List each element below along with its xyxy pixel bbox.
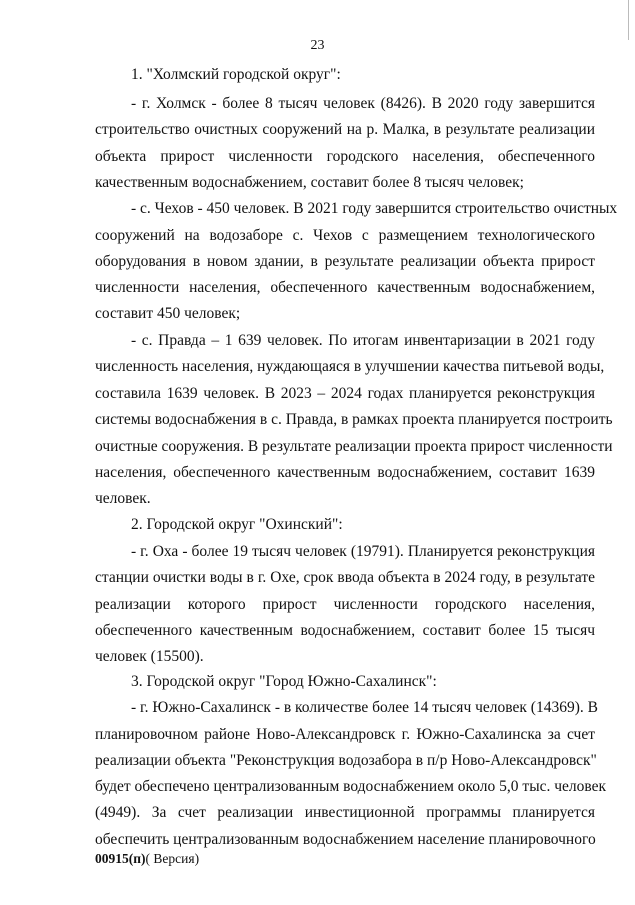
text-line: реализации объекта "Реконструкция водозабора в п/р Ново-Александровск" (95, 752, 597, 769)
text-line: численности населения, обеспеченного качественным водоснабжением, (95, 279, 595, 296)
text-line: - с. Правда – 1 639 человек. По итогам инвентаризации в 2021 году (131, 332, 595, 349)
text-line: 3. Городской округ "Город Южно-Сахалинск": (131, 673, 437, 690)
text-line: - г. Оха - более 19 тысяч человек (19791). Планируется реконструкция (131, 543, 595, 560)
text-line: численность населения, нуждающаяся в улучшении качества питьевой воды, (95, 358, 605, 375)
text-line: системы водоснабжения в с. Правда, в рамках проекта планируется построить (95, 411, 613, 428)
text-line: населения, обеспеченного качественным водоснабжением, составит 1639 (95, 464, 595, 481)
text-line: человек (15500). (95, 648, 204, 665)
text-line: будет обеспечено централизованным водоснабжением около 5,0 тыс. человек (95, 778, 607, 795)
text-line: станции очистки воды в г. Охе, срок ввода объекта в 2024 году, в результате (95, 569, 595, 586)
footer-version: ( Версия) (145, 851, 200, 866)
text-line: качественным водоснабжением, составит более 8 тысяч человек; (95, 174, 524, 191)
text-line: сооружений на водозаборе с. Чехов с размещением технологического (95, 227, 595, 244)
text-line: 1. "Холмский городской округ": (131, 66, 341, 83)
text-line: реализации которого прирост численности городского населения, (95, 596, 595, 613)
text-line: оборудования в новом здании, в результате реализации объекта прирост (95, 253, 595, 270)
text-line: обеспеченного качественным водоснабжением, составит более 15 тысяч (95, 622, 595, 639)
text-line: составит 450 человек; (95, 305, 241, 322)
text-line: - г. Южно-Сахалинск - в количестве более 14 тысяч человек (14369). В (131, 699, 598, 716)
text-line: - с. Чехов - 450 человек. В 2021 году завершится строительство очистных (131, 200, 618, 217)
text-line: - г. Холмск - более 8 тысяч человек (8426). В 2020 году завершится (131, 95, 595, 112)
page-number: 23 (310, 38, 325, 53)
text-line: планировочном районе Ново-Александровск г. Южно-Сахалинска за счет (95, 726, 595, 743)
text-line: 2. Городской округ "Охинский": (131, 516, 343, 533)
text-line: строительство очистных сооружений на р. Малка, в результате реализации (95, 121, 595, 138)
footer-doc-code (95, 851, 199, 867)
scan-edge-mark (628, 0, 629, 40)
text-line: очистные сооружения. В результате реализации проекта прирост численности (95, 438, 613, 455)
text-line: объекта прирост численности городского населения, обеспеченного (95, 148, 595, 165)
text-line: (4949). За счет реализации инвестиционной программы планируется (95, 804, 595, 821)
footer-code: 00915(п) (95, 851, 146, 866)
text-line: составила 1639 человек. В 2023 – 2024 годах планируется реконструкция (95, 385, 595, 402)
text-line: человек. (95, 490, 151, 507)
text-line: обеспечить централизованным водоснабжением население планировочного (95, 831, 596, 848)
